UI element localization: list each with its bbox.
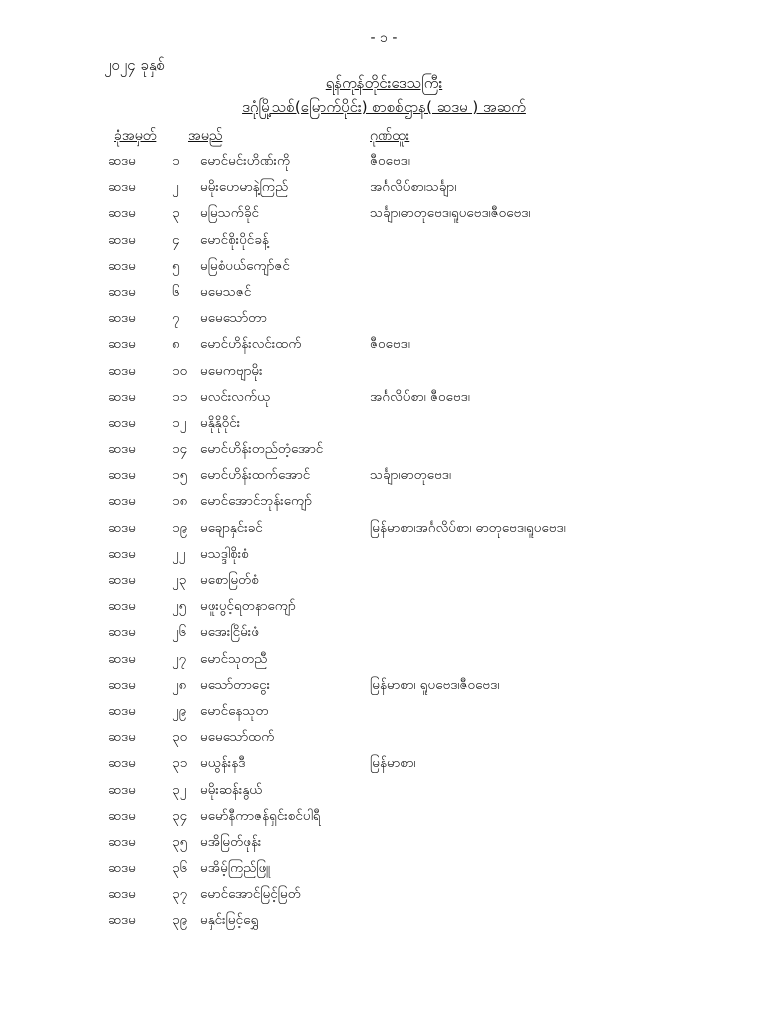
row-number: ၄ [172,231,180,248]
row-code: ဆဒမ [108,153,136,169]
table-row [0,648,768,674]
row-number: ၃၆ [172,860,188,877]
row-code: ဆဒမ [108,336,136,353]
table-row [0,831,768,857]
row-number: ၁၂ [172,414,187,431]
row-number: ၂၆ [172,624,187,641]
row-number: ၂၈ [172,676,187,693]
row-name: မောင်နေသုတ [200,702,269,719]
document-title: ရန်ကုန်တိုင်းဒေသကြီး [325,74,443,92]
row-code: ဆဒမ [108,650,136,667]
row-code: ဆဒမ [108,310,136,327]
table-header [0,126,768,148]
row-number: ၇ [172,310,180,327]
row-name: မမိုးဟေမာနဲ့ကြည် [200,179,289,196]
row-distinctions: အင်္ဂလိပ်စာ၊ ဇီဝဗေဒ၊ [370,388,470,405]
row-distinctions: မြန်မာစာ၊ [370,755,416,772]
row-code: ဆဒမ [108,388,136,405]
table-row [0,281,768,307]
row-code: ဆဒမ [108,519,136,536]
row-number: ၃၇ [172,886,188,903]
row-number: ၂၂ [172,545,186,562]
row-number: ၁၀ [172,362,188,379]
row-name: မောင်မင်းဟိဏ်းကို [200,153,291,169]
row-name: မောင်သုတညီ [200,650,268,667]
row-number: ၂ [172,179,179,196]
table-row [0,202,768,228]
row-code: ဆဒမ [108,493,136,510]
row-name: မမြစံပယ်ကျော်ဇင် [200,257,290,274]
row-code: ဆဒမ [108,860,136,877]
row-number: ၁၄ [172,441,188,458]
row-name: မောင်အောင်မြင့်မြတ် [200,886,301,903]
row-number: ၃ [172,205,180,222]
row-number: ၁၅ [172,467,188,484]
header-name: အမည် [188,128,223,144]
table-row [0,333,768,359]
row-name: မောင်အောင်ဘုန်းကျော် [200,493,312,510]
table-row [0,150,768,176]
table-row [0,307,768,333]
row-code: ဆဒမ [108,676,136,693]
table-row [0,176,768,202]
row-code: ဆဒမ [108,755,136,772]
row-name: မမေသော်တာ [200,310,267,327]
table-row [0,726,768,752]
document-subtitle: ဒဂုံမြို့သစ်(မြောက်ပိုင်း) စာစစ်ဌာန( ဆဒမ ) အဆက် [242,98,526,116]
row-code: ဆဒမ [108,545,136,562]
table-row [0,360,768,386]
header-roll-number: ခုံအမှတ် [114,128,157,144]
row-code: ဆဒမ [108,283,136,300]
year-label: ၂၀၂၄ ခုနှစ် [104,56,166,74]
row-name: မယွန်းနဒီ [200,755,246,772]
row-distinctions: အင်္ဂလိပ်စာ၊သင်္ချာ၊ [370,179,457,196]
row-distinctions: သင်္ချာ၊ဓာတုဗေဒ၊ရူပဗေဒ၊ဇီဝဗေဒ၊ [370,205,531,222]
table-row [0,595,768,621]
row-name: မလင်းလက်ယု [200,388,271,405]
row-code: ဆဒမ [108,414,136,431]
row-name: မမေသဇင် [200,283,252,300]
row-number: ၃၀ [172,729,188,746]
row-number: ၈ [172,336,180,353]
row-name: မမော်နီကာဇန်ရှင်းစင်ပါရီ [200,807,321,824]
row-code: ဆဒမ [108,257,136,274]
row-number: ၃၉ [172,912,188,929]
row-number: ၆ [172,283,180,300]
row-name: မမြသက်ခိုင် [200,205,260,222]
row-name: မနိုနိုဝိုင်း [200,414,241,431]
row-name: မမေသော်ထက် [200,729,275,746]
row-number: ၂၅ [172,598,187,615]
row-name: မမိုးဆန်းနွယ် [200,781,263,798]
table-row [0,674,768,700]
row-name: မအိမြတ်ဖုန်း [200,833,262,850]
table-row [0,779,768,805]
row-name: မောင်စိုးပိုင်ခန့် [200,231,269,248]
row-name: မသော်တာငွေး [200,676,271,693]
row-number: ၃၄ [172,807,188,824]
table-row [0,517,768,543]
row-code: ဆဒမ [108,441,136,458]
table-row [0,857,768,883]
row-name: မအေးငြိမ်းဖံ [200,624,259,641]
table-row [0,386,768,412]
row-code: ဆဒမ [108,205,136,222]
row-number: ၅ [172,257,180,274]
table-row [0,255,768,281]
page-number: - ၁ - [370,30,398,46]
header-distinctions: ဂုဏ်ထူး [370,128,410,144]
row-name: မစောမြတ်စံ [200,572,259,588]
row-code: ဆဒမ [108,781,136,798]
row-code: ဆဒမ [108,729,136,746]
table-row [0,621,768,647]
row-number: ၁၁ [172,388,188,405]
row-code: ဆဒမ [108,231,136,248]
row-number: ၂၇ [172,650,187,667]
row-code: ဆဒမ [108,807,136,824]
table-row [0,464,768,490]
row-code: ဆဒမ [108,833,136,850]
row-name: မသဒ္ဒါစိုးစံ [200,545,249,562]
row-name: မချောနှင်းခင် [200,519,263,536]
row-code: ဆဒမ [108,624,136,641]
row-distinctions: မြန်မာစာ၊ ရူပဗေဒ၊ဇီဝဗေဒ၊ [370,676,500,693]
row-name: မောင်ဟိန်းထက်အောင် [200,467,311,484]
row-name: မောင်ဟိန်းလင်းထက် [200,336,302,353]
table-row [0,412,768,438]
table-row [0,805,768,831]
table-row [0,229,768,255]
table-row [0,543,768,569]
results-list [0,150,768,936]
row-distinctions: မြန်မာစာ၊အင်္ဂလိပ်စာ၊ ဓာတုဗေဒ၊ရူပဗေဒ၊ [370,519,566,536]
row-number: ၂၃ [172,572,187,588]
row-code: ဆဒမ [108,702,136,719]
row-distinctions: သင်္ချာ၊ဓာတုဗေဒ၊ [370,467,451,484]
row-code: ဆဒမ [108,362,136,379]
row-code: ဆဒမ [108,886,136,903]
row-number: ၃၅ [172,833,188,850]
row-code: ဆဒမ [108,912,136,929]
row-name: မမေကဗျာမိုး [200,362,263,379]
table-row [0,438,768,464]
row-code: ဆဒမ [108,572,136,588]
row-number: ၁၈ [172,493,188,510]
table-row [0,883,768,909]
table-row [0,909,768,935]
row-name: မအိမ့်ကြည်ဖြူ [200,860,271,877]
row-code: ဆဒမ [108,179,136,196]
row-code: ဆဒမ [108,598,136,615]
table-row [0,569,768,595]
row-name: မနှင်းမြင့်ရွှေ [200,912,259,929]
row-number: ၁ [172,153,180,169]
row-number: ၂၉ [172,702,187,719]
row-name: မဖူးပွင့်ရတနာကျော် [200,598,296,615]
row-name: မောင်ဟိန်းတည်တံ့အောင် [200,441,324,458]
table-row [0,490,768,516]
table-row [0,700,768,726]
table-row [0,752,768,778]
row-distinctions: ဇီဝဗေဒ၊ [370,336,410,353]
row-code: ဆဒမ [108,467,136,484]
row-distinctions: ဇီဝဗေဒ၊ [370,153,410,169]
row-number: ၁၉ [172,519,188,536]
row-number: ၃၂ [172,781,187,798]
row-number: ၃၁ [172,755,188,772]
